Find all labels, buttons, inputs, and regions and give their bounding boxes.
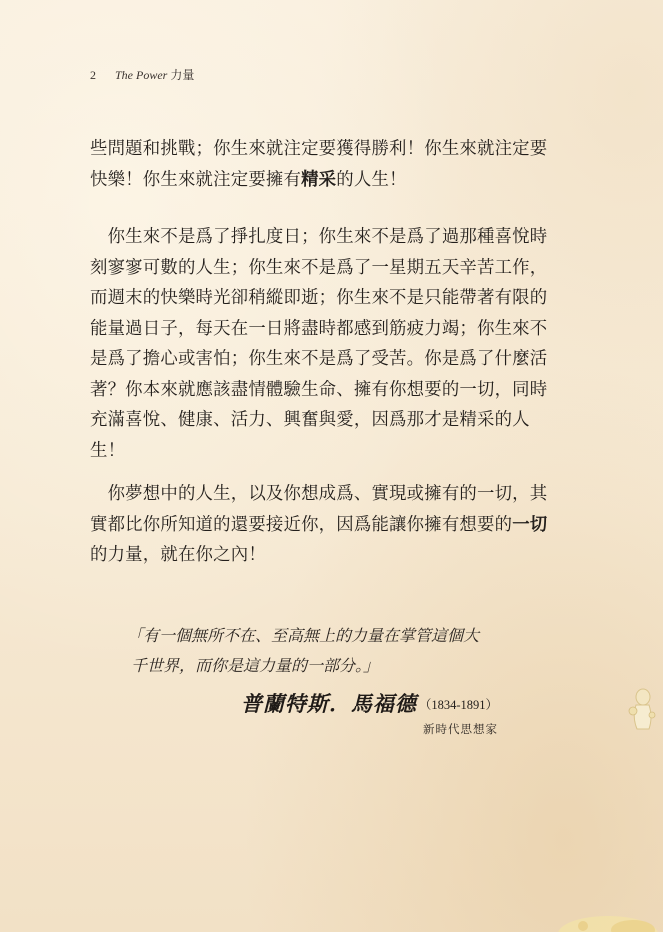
text-line bbox=[90, 510, 560, 541]
emphasis-text: 一切 bbox=[512, 514, 548, 535]
text-segment: 實都比你所知道的還要接近你，因爲能讓你擁有想要的 bbox=[90, 514, 513, 535]
text-line bbox=[90, 134, 560, 165]
epigraph-quote bbox=[127, 621, 527, 681]
text-segment: 充滿喜悅、健康、活力、興奮與愛，因爲那才是精采的人 bbox=[90, 410, 530, 430]
text-segment: 是爲了擔心或害怕；你生來不是爲了受苦。你是爲了什麼活 bbox=[90, 349, 548, 369]
text-segment: 些問題和挑戰；你生來就注定要獲得勝利！你生來就注定要 bbox=[90, 139, 548, 159]
quote-line: 「有一個無所不在、至高無上的力量在掌管這個大 bbox=[127, 626, 480, 645]
emphasis-text: 精采 bbox=[301, 169, 337, 190]
text-segment: 而週末的快樂時光卻稍縱即逝；你生來不是只能帶著有限的 bbox=[90, 288, 548, 308]
text-line bbox=[90, 165, 560, 196]
book-title-en: The Power bbox=[115, 68, 168, 82]
text-line bbox=[90, 314, 560, 345]
text-line bbox=[90, 283, 560, 314]
text-line bbox=[90, 253, 560, 284]
text-line bbox=[90, 405, 560, 436]
decorative-figure-icon bbox=[627, 685, 657, 735]
paragraph-2 bbox=[90, 222, 560, 466]
text-line bbox=[90, 540, 560, 571]
text-segment: 著？你本來就應該盡情體驗生命、擁有你想要的一切，同時 bbox=[90, 379, 548, 400]
text-line bbox=[90, 375, 560, 406]
text-line bbox=[90, 344, 560, 375]
quote-attribution bbox=[241, 688, 498, 718]
book-title-zh: 力量 bbox=[170, 68, 195, 82]
text-segment: 你夢想中的人生，以及你想成爲、實現或擁有的一切，其 bbox=[90, 484, 548, 504]
text-line bbox=[90, 222, 560, 253]
text-segment: 能量過日子，每天在一日將盡時都感到筋疲力竭；你生來不 bbox=[90, 318, 548, 339]
text-line bbox=[90, 436, 560, 467]
quote-line: 千世界，而你是這力量的一部分。」 bbox=[131, 656, 380, 675]
author-years: （1834-1891） bbox=[418, 698, 498, 712]
running-head bbox=[90, 66, 194, 83]
text-segment: 生！ bbox=[90, 440, 126, 461]
text-segment: 的人生！ bbox=[336, 169, 407, 190]
page-number: 2 bbox=[90, 68, 96, 82]
decorative-corner-icon bbox=[553, 904, 663, 932]
author-description: 新時代思想家 bbox=[423, 722, 498, 736]
text-line bbox=[90, 479, 560, 510]
text-segment: 你生來不是爲了掙扎度日；你生來不是爲了過那種喜悅時 bbox=[90, 227, 548, 247]
text-segment: 快樂！你生來就注定要擁有 bbox=[90, 169, 302, 190]
paragraph-3 bbox=[90, 479, 560, 571]
author-name: 普蘭特斯．馬福德 bbox=[240, 691, 417, 716]
paragraph-1 bbox=[90, 134, 560, 195]
text-segment: 刻寥寥可數的人生；你生來不是爲了一星期五天辛苦工作， bbox=[90, 257, 548, 278]
text-segment: 的力量，就在你之內！ bbox=[90, 545, 266, 565]
